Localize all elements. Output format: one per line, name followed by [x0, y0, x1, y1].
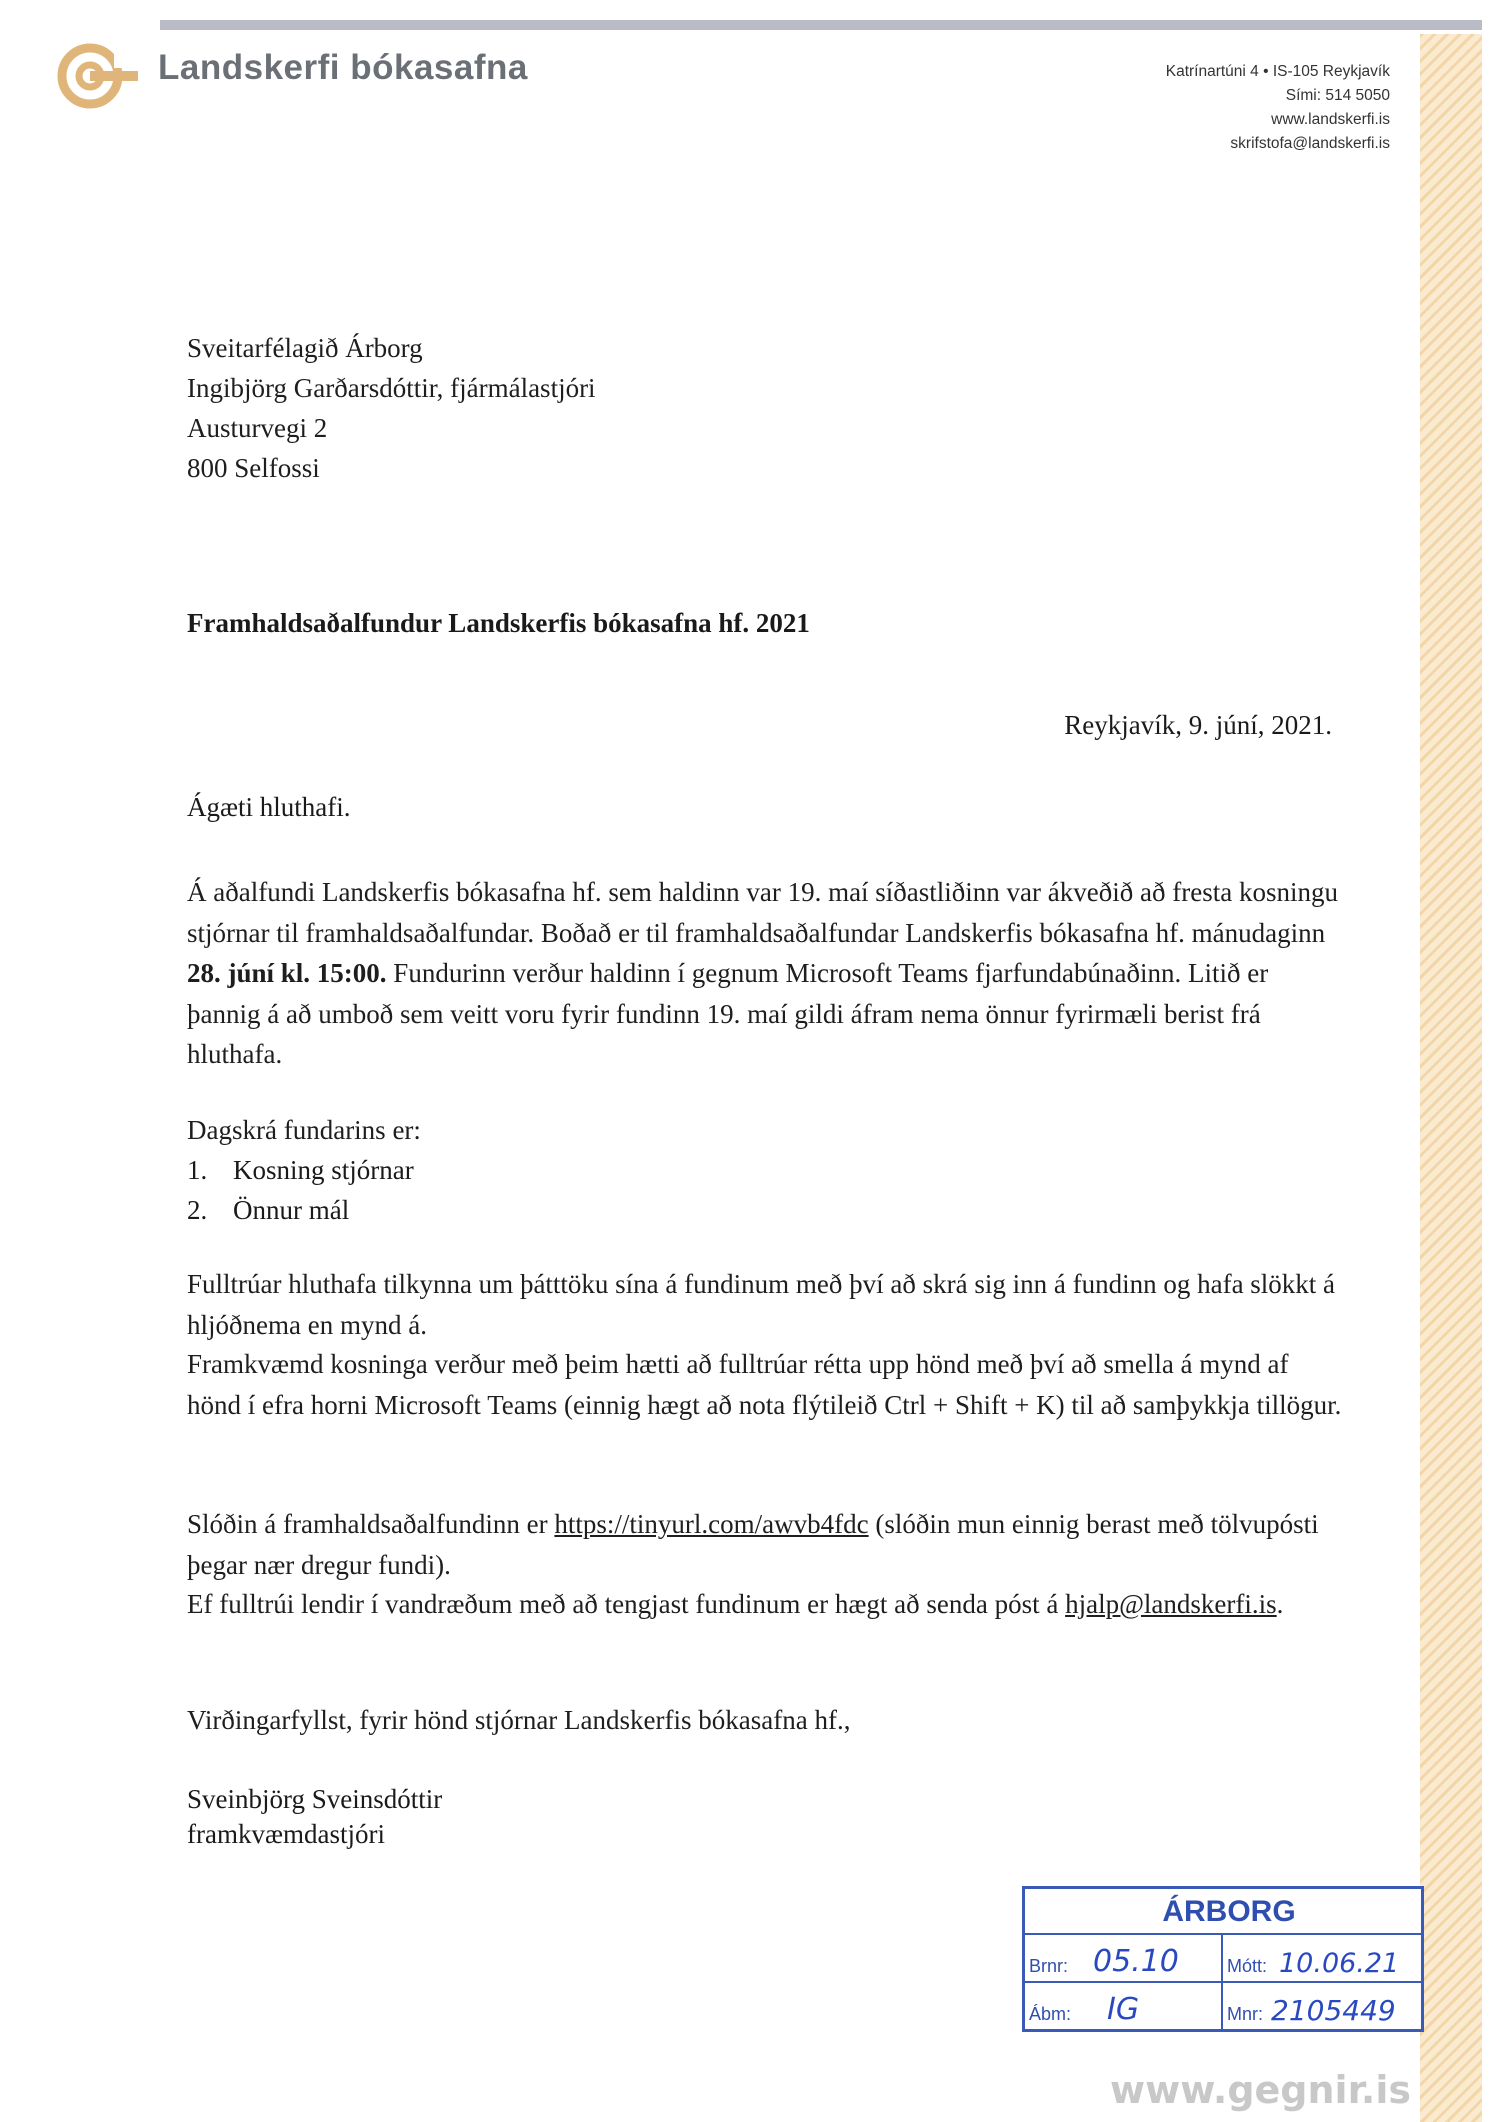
signer-title: framkvæmdastjóri — [187, 1819, 385, 1849]
agenda-item — [187, 1190, 414, 1230]
letter-closing: Virðingarfyllst, fyrir hönd stjórnar Landskerfis bókasafna hf., — [187, 1705, 851, 1735]
stamp-label: Brnr: — [1029, 1956, 1069, 1976]
paragraph-text: . — [1276, 1589, 1284, 1619]
meeting-datetime: 28. júní kl. 15:00. — [187, 958, 387, 988]
stamp-label: Mótt: — [1227, 1956, 1268, 1976]
paragraph-1 — [187, 872, 1347, 1075]
letterhead-contact — [1050, 60, 1390, 156]
agenda-text: Önnur mál — [233, 1195, 350, 1225]
paragraph-3: Framkvæmd kosninga verður með þeim hætti að fulltrúar rétta upp hönd með því að smella á mynd af hönd í efra horni Microsoft Teams (einnig hægt að nota flýtileið Ctrl + Shift + K) til að samþykkja tillögur. — [187, 1349, 1342, 1420]
paragraph-5 — [187, 1584, 1347, 1625]
recipient-line: Ingibjörg Garðarsdóttir, fjármálastjóri — [187, 373, 596, 403]
paragraph-text: Á aðalfundi Landskerfis bókasafna hf. sem haldinn var 19. maí síðastliðinn var ákveðið að fresta kosningu stjórnar til framhaldsaðalfundar. Boðað er til framhaldsaðalfundar Landskerfis bókasafna hf. mánudaginn — [187, 877, 1338, 948]
paragraph-text: Fundurinn verður haldinn í gegnum Microsoft Teams fjarfundabúnaðinn. Litið er þannig á að umboð sem veitt voru fyrir fundinn 19. maí gildi áfram nema önnur fyrirmæli berist frá hluthafa. — [187, 958, 1269, 1069]
stamp-cell-mnr — [1223, 1983, 1421, 2029]
received-stamp — [1022, 1886, 1424, 2032]
signature-block — [187, 1782, 442, 1852]
meeting-link[interactable]: https://tinyurl.com/awvb4fdc — [554, 1509, 869, 1539]
letterhead-address: Katrínartúni 4 • IS-105 Reykjavík — [1165, 63, 1390, 80]
agenda-list — [187, 1150, 414, 1230]
stamp-cell-mott — [1223, 1935, 1421, 1981]
letter-date: Reykjavík, 9. júní, 2021. — [1064, 710, 1332, 740]
letterhead-phone: Sími: 514 5050 — [1285, 87, 1390, 104]
stamp-value: 05.10 — [1093, 1944, 1179, 1979]
stamp-value: 2105449 — [1271, 1994, 1396, 2027]
organization-name: Landskerfi bókasafna — [158, 48, 528, 87]
recipient-address — [187, 328, 596, 488]
side-stripe — [1420, 34, 1482, 2122]
recipient-line: 800 Selfossi — [187, 453, 320, 483]
stamp-value: IG — [1107, 1992, 1140, 2027]
letterhead-email[interactable]: skrifstofa@landskerfi.is — [1230, 135, 1390, 152]
top-scan-bar — [160, 20, 1482, 30]
help-email-link[interactable]: hjalp@landskerfi.is — [1065, 1589, 1277, 1619]
paragraph-4 — [187, 1504, 1347, 1585]
stamp-label: Mnr: — [1227, 2004, 1263, 2024]
stamp-label: Ábm: — [1029, 2004, 1072, 2024]
letter-greeting: Ágæti hluthafi. — [187, 792, 351, 822]
letterhead-website[interactable]: www.landskerfi.is — [1271, 111, 1390, 128]
signer-name: Sveinbjörg Sveinsdóttir — [187, 1784, 443, 1814]
agenda-number: 2. — [187, 1195, 208, 1225]
recipient-line: Austurvegi 2 — [187, 413, 328, 443]
paragraph-text: (slóðin mun einnig berast með tölvupósti þegar nær dregur fundi). — [187, 1509, 1319, 1580]
landskerfi-logo-icon — [54, 40, 144, 112]
agenda-number: 1. — [187, 1155, 208, 1185]
paragraph-text: Ef fulltrúi lendir í vandræðum með að tengjast fundinum er hægt að senda póst á — [187, 1589, 1066, 1619]
stamp-row — [1025, 1983, 1421, 2029]
paragraph-text: Slóðin á framhaldsaðalfundinn er — [187, 1509, 555, 1539]
watermark: www.gegnir.is — [1110, 2068, 1411, 2112]
recipient-line: Sveitarfélagið Árborg — [187, 333, 423, 363]
agenda-intro: Dagskrá fundarins er: — [187, 1115, 421, 1145]
stamp-value: 10.06.21 — [1279, 1948, 1400, 1979]
stamp-cell-abm — [1025, 1983, 1223, 2029]
paragraph-2: Fulltrúar hluthafa tilkynna um þátttöku sína á fundinum með því að skrá sig inn á fundinn og hafa slökkt á hljóðnema en mynd á. — [187, 1269, 1336, 1340]
stamp-header: ÁRBORG — [1025, 1889, 1421, 1935]
agenda-item — [187, 1150, 414, 1190]
letter-title: Framhaldsaðalfundur Landskerfis bókasafna hf. 2021 — [187, 608, 810, 638]
stamp-cell-brnr — [1025, 1935, 1223, 1981]
stamp-row — [1025, 1935, 1421, 1983]
agenda-text: Kosning stjórnar — [233, 1155, 414, 1185]
